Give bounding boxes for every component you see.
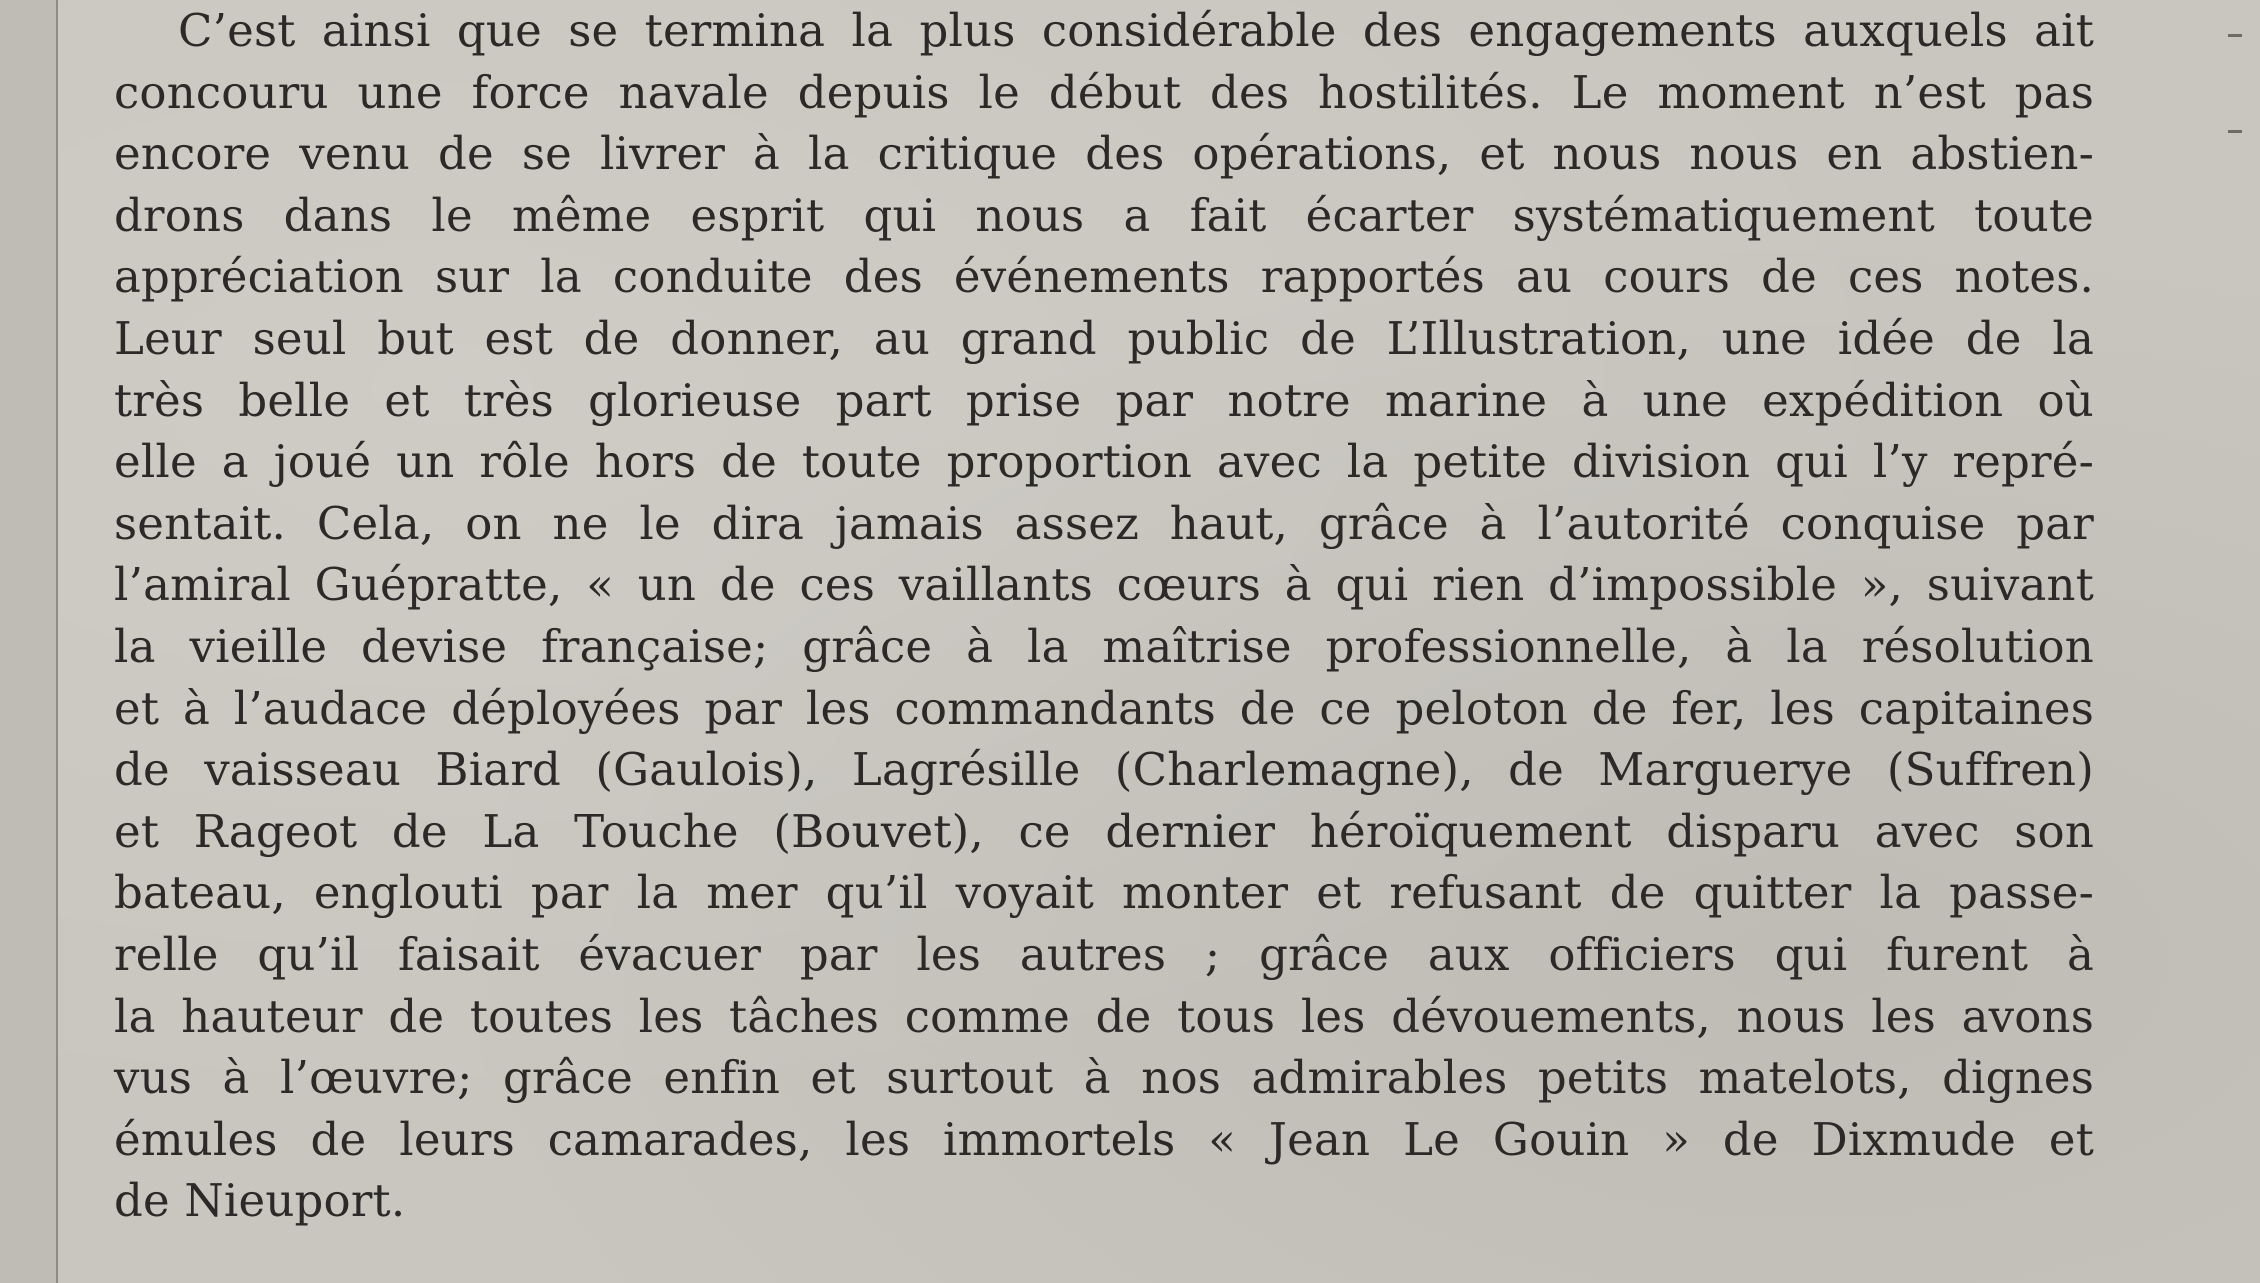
- text-line: la vieille devise française; grâce à la maîtrise professionnelle, à la résolution: [114, 619, 2094, 673]
- text-line: de Nieuport.: [114, 1174, 406, 1228]
- text-line: concouru une force navale depuis le début des hostilités. Le moment n’est pas: [114, 65, 2094, 119]
- margin-dash-mark: [2228, 130, 2242, 133]
- article-text: [114, 0, 2094, 1232]
- text-line: Leur seul but est de donner, au grand public de L’Illustration, une idée de la: [114, 311, 2094, 365]
- text-line: appréciation sur la conduite des événements rapportés au cours de ces notes.: [114, 250, 2094, 304]
- page-margin-rule: [0, 0, 58, 1283]
- text-line: drons dans le même esprit qui nous a fait écarter systématiquement toute: [114, 188, 2094, 242]
- text-line: encore venu de se livrer à la critique des opérations, et nous nous en abstien-: [114, 127, 2094, 181]
- text-line: et à l’audace déployées par les commandants de ce peloton de fer, les capitaines: [114, 681, 2094, 735]
- text-line: sentait. Cela, on ne le dira jamais assez haut, grâce à l’autorité conquise par: [114, 496, 2094, 550]
- text-line: C’est ainsi que se termina la plus considérable des engagements auxquels ait: [178, 4, 2094, 57]
- text-line: la hauteur de toutes les tâches comme de tous les dévouements, nous les avons: [114, 989, 2094, 1043]
- text-line: émules de leurs camarades, les immortels « Jean Le Gouin » de Dixmude et: [114, 1112, 2094, 1166]
- text-line: de vaisseau Biard (Gaulois), Lagrésille (Charlemagne), de Marguerye (Suffren): [114, 743, 2094, 797]
- text-line: et Rageot de La Touche (Bouvet), ce dernier héroïquement disparu avec son: [114, 804, 2094, 858]
- text-line: elle a joué un rôle hors de toute proportion avec la petite division qui l’y repré-: [114, 435, 2094, 489]
- text-line: bateau, englouti par la mer qu’il voyait monter et refusant de quitter la passe-: [114, 866, 2094, 920]
- text-line: relle qu’il faisait évacuer par les autres ; grâce aux officiers qui furent à: [114, 927, 2094, 981]
- text-line: très belle et très glorieuse part prise par notre marine à une expédition où: [114, 373, 2094, 427]
- text-line: l’amiral Guépratte, « un de ces vaillants cœurs à qui rien d’impossible », suivant: [114, 558, 2094, 612]
- margin-dash-mark: [2228, 34, 2242, 37]
- text-line: vus à l’œuvre; grâce enfin et surtout à nos admirables petits matelots, dignes: [114, 1051, 2094, 1105]
